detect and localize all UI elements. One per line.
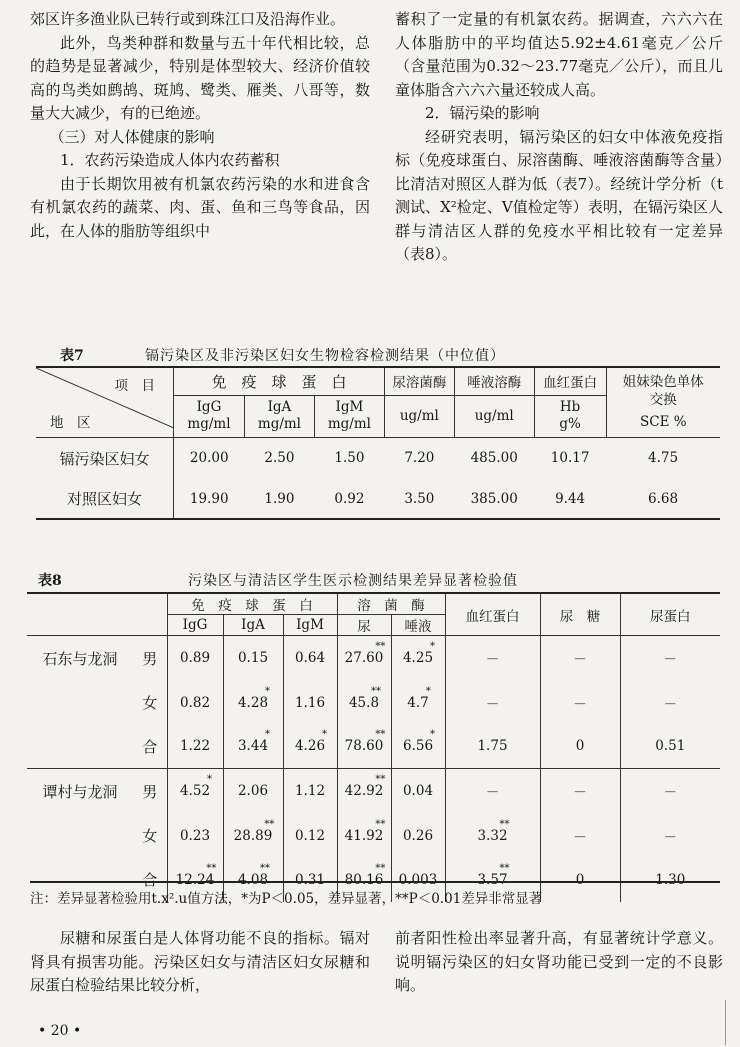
value-text: 4.25 xyxy=(402,650,434,667)
value-wrap xyxy=(664,693,678,713)
value-text: 4.52 xyxy=(179,783,211,800)
value-text: 0.04 xyxy=(402,783,434,800)
value-text: － xyxy=(663,696,677,713)
value-text: 4.28 xyxy=(237,694,269,711)
value-wrap xyxy=(295,650,325,666)
section-heading: （三）对人体健康的影响 xyxy=(49,127,215,146)
group-immunoglobulin: 免 疫 球 蛋 白 xyxy=(174,367,385,395)
region-cell: 对照区妇女 xyxy=(36,479,174,519)
value-cell xyxy=(337,636,391,681)
unit-igg: IgG mg/ml xyxy=(174,395,245,437)
value-cell: 3.50 xyxy=(404,490,435,507)
page-number: • 20 • xyxy=(38,1023,82,1039)
significance-marker: ** xyxy=(371,685,382,697)
significance-marker: ** xyxy=(499,862,510,874)
value-wrap xyxy=(344,641,386,667)
value-text: － xyxy=(573,652,587,669)
value-text: － xyxy=(485,785,500,802)
value-cell xyxy=(540,814,620,858)
value-cell xyxy=(540,681,620,725)
significance-marker: ** xyxy=(260,862,271,874)
unit-saliva-lysozyme: ug/ml xyxy=(454,395,534,437)
value-text: 27.60 xyxy=(344,650,384,667)
value-cell xyxy=(540,769,620,814)
significance-marker: * xyxy=(207,774,213,786)
value-cell xyxy=(540,725,620,769)
value-text: 1.12 xyxy=(294,783,326,800)
value-text: 42.92 xyxy=(344,783,384,800)
significance-marker: ** xyxy=(499,818,510,830)
table8-corner-cell xyxy=(27,593,167,636)
value-wrap xyxy=(233,818,275,844)
sex-cell: 合 xyxy=(133,725,167,769)
value-wrap xyxy=(180,738,210,754)
unit-iga: IgA mg/ml xyxy=(244,395,314,437)
significance-marker: ** xyxy=(375,774,386,786)
value-wrap xyxy=(180,828,210,844)
value-text: 0.89 xyxy=(179,650,211,667)
header-igm: IgM xyxy=(283,615,337,636)
table7-caption xyxy=(60,345,720,365)
significance-marker: ** xyxy=(206,862,217,874)
value-cell xyxy=(337,814,391,858)
header-sce-name: 姐妹染色单体交换 xyxy=(622,374,704,409)
value-wrap xyxy=(237,685,271,711)
value-text: 0.12 xyxy=(294,827,326,844)
value-cell xyxy=(337,725,391,769)
value-text: 0.82 xyxy=(179,694,211,711)
subsection-heading: 1．农药污染造成人体内农药蓄积 xyxy=(60,151,280,169)
significance-marker: * xyxy=(322,729,328,741)
header-igg: IgG xyxy=(167,615,223,636)
value-wrap xyxy=(486,648,500,668)
header-saliva-lysozyme: 唾液溶酶 xyxy=(454,367,534,395)
group-immunoglobulin: 免 疫 球 蛋 白 xyxy=(167,593,337,615)
value-text: － xyxy=(573,785,587,802)
value-text: 3.57 xyxy=(477,871,508,888)
header-saliva: 唾液 xyxy=(391,615,445,636)
value-wrap xyxy=(237,729,271,755)
significance-marker: * xyxy=(430,729,436,741)
table-row xyxy=(27,636,720,681)
value-cell: 4.75 xyxy=(648,450,679,467)
value-cell xyxy=(223,681,283,725)
corner-region-label: 地 区 xyxy=(50,414,91,431)
value-cell xyxy=(620,681,720,725)
header-iga: IgA xyxy=(223,615,283,636)
value-cell xyxy=(620,725,720,769)
value-wrap xyxy=(664,781,678,801)
value-cell xyxy=(620,636,720,681)
value-cell xyxy=(391,636,445,681)
value-wrap xyxy=(664,826,678,846)
sex-cell: 女 xyxy=(133,814,167,858)
significance-marker: ** xyxy=(375,818,386,830)
value-wrap xyxy=(344,729,386,755)
value-text: 1.30 xyxy=(655,871,686,888)
value-cell xyxy=(445,725,540,769)
value-text: － xyxy=(663,652,677,669)
region-cell: 石东与龙洞 xyxy=(42,650,118,668)
region-cell: 镉污染区妇女 xyxy=(36,437,174,479)
value-text: 3.32 xyxy=(477,827,508,844)
value-cell xyxy=(391,681,445,725)
table7-corner-cell xyxy=(36,367,174,437)
paragraph: 前者阳性检出率显著升高，有显著统计学意义。说明镉污染区的妇女肾功能已受到一定的不良影响。 xyxy=(395,929,723,994)
value-wrap xyxy=(294,729,328,755)
unit-urine-lysozyme: ug/ml xyxy=(384,395,454,437)
value-text: 0.003 xyxy=(398,871,438,888)
paragraph: 郊区许多渔业队已转行或到珠江口及沿海作业。 xyxy=(30,10,346,28)
value-wrap xyxy=(295,828,325,844)
bottom-left-column xyxy=(30,927,370,998)
region-cell: 谭村与龙洞 xyxy=(42,783,118,801)
subsection-heading: 2．镉污染的影响 xyxy=(425,104,540,122)
value-wrap xyxy=(344,774,386,800)
value-cell xyxy=(445,681,540,725)
value-cell: 20.00 xyxy=(189,450,229,467)
value-wrap xyxy=(238,783,268,799)
value-text: 3.44 xyxy=(237,738,269,755)
value-wrap xyxy=(486,693,500,713)
value-cell xyxy=(223,814,283,858)
value-wrap xyxy=(295,695,325,711)
value-text: 4.08 xyxy=(237,871,269,888)
value-cell xyxy=(540,636,620,681)
value-text: 78.60 xyxy=(344,738,384,755)
value-text: 41.92 xyxy=(344,827,384,844)
value-cell: 1.90 xyxy=(264,490,295,507)
sex-cell: 男 xyxy=(133,769,167,814)
margin-rule xyxy=(725,1000,726,1045)
value-cell xyxy=(167,814,223,858)
significance-marker: ** xyxy=(375,729,386,741)
value-wrap xyxy=(403,783,433,799)
header-sce xyxy=(606,367,720,437)
value-cell xyxy=(445,769,540,814)
value-text: 0.15 xyxy=(237,650,269,667)
unit-sce: SCE % xyxy=(640,414,687,431)
paragraph: 由于长期饮用被有机氯农药污染的水和进食含有机氯农药的蔬菜、肉、蛋、鱼和三鸟等食品，因此，在人体的脂肪等组织中 xyxy=(30,174,370,240)
value-cell xyxy=(445,636,540,681)
value-cell: 9.44 xyxy=(555,490,586,507)
value-cell xyxy=(620,814,720,858)
value-wrap xyxy=(576,738,585,754)
value-text: 1.16 xyxy=(294,694,326,711)
value-cell: 385.00 xyxy=(470,490,518,507)
value-cell xyxy=(167,725,223,769)
header-hemoglobin: 血红蛋白 xyxy=(445,593,540,636)
left-column xyxy=(30,8,370,243)
value-wrap xyxy=(179,774,213,800)
header-urine-sugar: 尿 糖 xyxy=(540,593,620,636)
value-cell xyxy=(620,769,720,814)
value-cell xyxy=(283,814,337,858)
right-column xyxy=(395,8,723,267)
unit-hemoglobin: Hb g% xyxy=(534,395,606,437)
table7 xyxy=(36,366,720,520)
table-row xyxy=(36,437,720,479)
value-cell: 0.92 xyxy=(334,490,365,507)
value-text: 4.7 xyxy=(407,694,429,711)
value-wrap xyxy=(295,783,325,799)
value-cell: 10.17 xyxy=(550,450,590,467)
value-wrap xyxy=(403,828,433,844)
value-wrap xyxy=(348,685,382,711)
significance-marker: * xyxy=(425,685,431,697)
value-text: 0 xyxy=(575,871,585,888)
value-cell xyxy=(223,636,283,681)
group-lysozyme: 溶 菌 酶 xyxy=(337,593,445,615)
value-text: 28.89 xyxy=(233,827,273,844)
value-cell xyxy=(223,769,283,814)
value-cell xyxy=(391,769,445,814)
table-row xyxy=(36,479,720,519)
value-cell: 1.50 xyxy=(334,450,365,467)
table8-caption xyxy=(38,570,718,590)
value-cell xyxy=(337,681,391,725)
bottom-right-column xyxy=(395,927,723,998)
value-cell xyxy=(337,769,391,814)
value-wrap xyxy=(477,738,507,754)
significance-marker: ** xyxy=(264,818,275,830)
value-text: － xyxy=(573,829,587,846)
value-cell xyxy=(283,725,337,769)
significance-marker: ** xyxy=(375,641,386,653)
value-cell xyxy=(167,636,223,681)
value-wrap xyxy=(402,641,436,667)
value-cell xyxy=(445,814,540,858)
value-wrap xyxy=(402,729,436,755)
value-cell: 6.68 xyxy=(648,490,679,507)
value-text: － xyxy=(485,652,500,669)
value-wrap xyxy=(573,648,587,668)
value-cell: 7.20 xyxy=(404,450,435,467)
header-urine-protein: 尿蛋白 xyxy=(620,593,720,636)
value-cell xyxy=(167,769,223,814)
value-cell xyxy=(283,636,337,681)
value-text: 1.75 xyxy=(477,738,508,755)
value-wrap xyxy=(573,826,587,846)
value-cell: 2.50 xyxy=(264,450,295,467)
value-text: － xyxy=(485,696,500,713)
table8 xyxy=(27,592,720,902)
header-urine: 尿 xyxy=(337,615,391,636)
sex-cell: 合 xyxy=(133,858,167,902)
table8-label: 表8 xyxy=(38,573,62,589)
paragraph: 此外，鸟类种群和数量与五十年代相比较，总的趋势是显著减少，特别是体型较大、经济价值较高的鸟类如鹧鸪、斑鸠、鹭类、雁类、八哥等，数量大大减少，有的已绝迹。 xyxy=(30,33,370,122)
value-wrap xyxy=(477,818,510,844)
value-wrap xyxy=(573,693,587,713)
sex-cell: 男 xyxy=(133,636,167,681)
value-wrap xyxy=(238,650,268,666)
value-text: 0.51 xyxy=(655,738,686,755)
table7-label: 表7 xyxy=(60,348,84,364)
paragraph: 尿糖和尿蛋白是人体肾功能不良的指标。镉对肾具有损害功能。污染区妇女与清洁区妇女尿糖和尿蛋白检验结果比较分析， xyxy=(30,929,370,994)
value-wrap xyxy=(664,648,678,668)
paragraph: 蓄积了一定量的有机氯农药。据调查，六六六在人体脂肪中的平均值达5.92±4.61毫克／公斤（含量范围为0.32～23.77毫克／公斤），而且儿童体脂含六六六量还较成人高。 xyxy=(395,10,723,99)
header-urine-lysozyme: 尿溶菌酶 xyxy=(384,367,454,395)
value-wrap xyxy=(180,650,210,666)
value-cell xyxy=(283,681,337,725)
unit-igm: IgM mg/ml xyxy=(314,395,384,437)
value-text: 12.24 xyxy=(175,871,215,888)
value-text: － xyxy=(573,696,587,713)
value-text: 1.22 xyxy=(179,738,211,755)
table7-title: 镉污染区及非污染区妇女生物检容检测结果（中位值） xyxy=(145,348,505,364)
significance-marker: * xyxy=(430,641,436,653)
value-text: 0.31 xyxy=(294,871,326,888)
value-cell: 485.00 xyxy=(470,450,518,467)
value-text: 0 xyxy=(575,738,585,755)
value-text: 80.16 xyxy=(344,871,384,888)
value-cell xyxy=(391,814,445,858)
value-text: 0.26 xyxy=(402,827,434,844)
value-wrap xyxy=(655,738,685,754)
sex-cell: 女 xyxy=(133,681,167,725)
corner-item-label: 项 目 xyxy=(114,378,155,394)
value-cell: 19.90 xyxy=(189,490,229,507)
value-text: － xyxy=(663,829,677,846)
value-text: 0.64 xyxy=(294,650,326,667)
value-wrap xyxy=(180,695,210,711)
value-text: 4.26 xyxy=(294,738,326,755)
value-wrap xyxy=(344,818,386,844)
significance-marker: ** xyxy=(375,862,386,874)
value-text: － xyxy=(663,785,677,802)
value-text: 6.56 xyxy=(402,738,434,755)
value-cell xyxy=(223,725,283,769)
header-hemoglobin: 血红蛋白 xyxy=(534,367,606,395)
table8-title: 污染区与清洁区学生医示检测结果差异显著检验值 xyxy=(188,573,518,589)
value-cell xyxy=(283,769,337,814)
table8-footnote: 注：差异显著检验用t.x².u值方法，*为P＜0.05，差异显著，**P＜0.01差异非常显著 xyxy=(30,881,720,907)
value-text: 2.06 xyxy=(237,783,269,800)
value-wrap xyxy=(407,685,431,711)
table-row xyxy=(27,769,720,814)
value-cell xyxy=(391,725,445,769)
paragraph: 经研究表明，镉污染区的妇女中体液免疫指标（免疫球蛋白、尿溶菌酶、唾液溶菌酶等含量）比清洁对照区人群为低（表7）。经统计学分析（t测试、X²检定、V值检定等）表明，在镉污染区人群与清洁区人群的免疫水平相比较有一定差异（表8）。 xyxy=(395,127,723,263)
value-text: 45.8 xyxy=(348,694,380,711)
value-wrap xyxy=(486,781,500,801)
value-cell xyxy=(167,681,223,725)
significance-marker: * xyxy=(265,729,271,741)
value-text: 0.23 xyxy=(179,827,211,844)
value-wrap xyxy=(573,781,587,801)
significance-marker: * xyxy=(265,685,271,697)
